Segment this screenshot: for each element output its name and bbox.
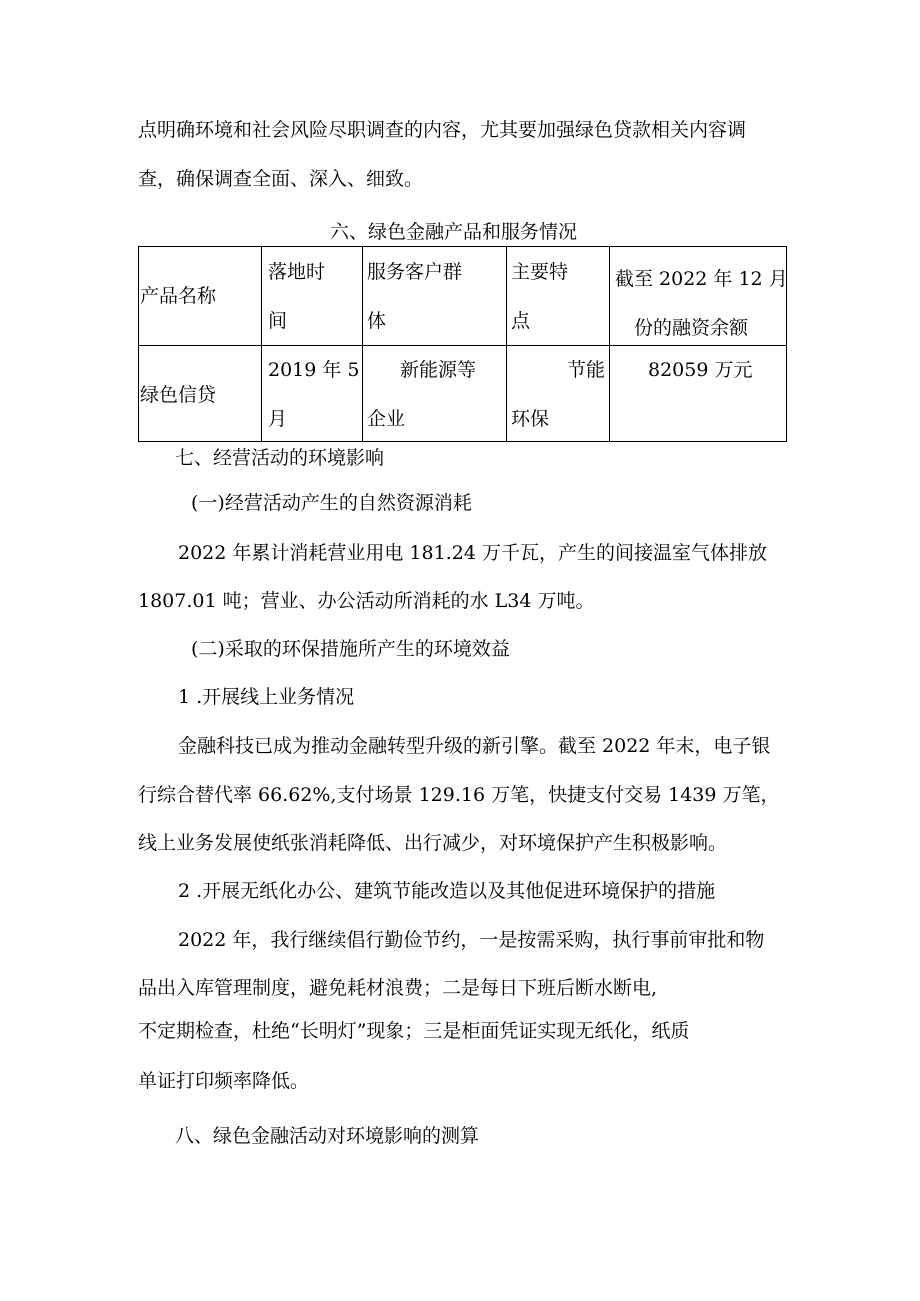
- header-financing-balance: 截至 2022 年 12 月: [615, 268, 788, 290]
- cell-launch-time: 2019 年 5: [268, 359, 360, 381]
- header-client-group: 服务客户群: [367, 261, 463, 283]
- list-item-1: 1 .开展线上业务情况: [178, 686, 355, 708]
- cell-launch-time-cont: 月: [268, 408, 288, 430]
- header-main-features: 主要特: [511, 261, 569, 283]
- header-financing-balance-cont: 份的融资余额: [634, 317, 749, 339]
- paragraph-line: 线上业务发展使纸张消耗降低、出行减少，对环境保护产生积极影响。: [138, 832, 728, 854]
- cell-product-name: 绿色信贷: [140, 384, 217, 406]
- paragraph-line: 2022 年，我行继续倡行勤俭节约，一是按需采购，执行事前审批和物: [178, 929, 765, 951]
- paragraph-line: 品出入库管理制度，避免耗材浪费；二是每日下班后断水断电,: [138, 977, 658, 999]
- header-product-name: 产品名称: [140, 285, 217, 307]
- section-heading-8: 八、绿色金融活动对环境影响的测算: [175, 1125, 480, 1147]
- header-client-group-cont: 体: [367, 310, 387, 332]
- paragraph-line: 单证打印频率降低。: [138, 1070, 310, 1092]
- cell-financing-balance: 82059 万元: [648, 359, 753, 381]
- list-item-2: 2 .开展无纸化办公、建筑节能改造以及其他促进环境保护的措施: [178, 880, 716, 902]
- paragraph-line: 行综合替代率 66.62%,支付场景 129.16 万笔，快捷支付交易 1439 万笔，: [138, 784, 780, 806]
- cell-main-features-cont: 环保: [511, 408, 550, 430]
- paragraph-line: 金融科技已成为推动金融转型升级的新引擎。截至 2022 年末，电子银: [178, 735, 771, 757]
- header-launch-time-cont: 间: [268, 310, 288, 332]
- cell-client-group-cont: 企业: [367, 408, 406, 430]
- paragraph-line: 2022 年累计消耗营业用电 181.24 万千瓦，产生的间接温室气体排放: [178, 542, 767, 564]
- header-launch-time: 落地时: [268, 261, 326, 283]
- section-heading-7: 七、经营活动的环境影响: [175, 447, 385, 469]
- paragraph-line: 查，确保调查全面、深入、细致。: [138, 168, 424, 190]
- cell-client-group: 新能源等: [400, 359, 477, 381]
- subsection-heading-7-2: (二)采取的环保措施所产生的环境效益: [191, 638, 510, 660]
- paragraph-line: 不定期检查，杜绝“长明灯”现象；三是柜面凭证实现无纸化，纸质: [138, 1020, 690, 1042]
- paragraph-line: 1807.01 吨；营业、办公活动所消耗的水 L34 万吨。: [138, 590, 595, 612]
- paragraph-line: 点明确环境和社会风险尽职调查的内容，尤其要加强绿色贷款相关内容调: [138, 119, 747, 141]
- header-main-features-cont: 点: [511, 310, 531, 332]
- subsection-heading-7-1: (一)经营活动产生的自然资源消耗: [191, 492, 472, 514]
- cell-main-features: 节能: [567, 359, 606, 381]
- section-heading-6: 六、绿色金融产品和服务情况: [330, 221, 578, 243]
